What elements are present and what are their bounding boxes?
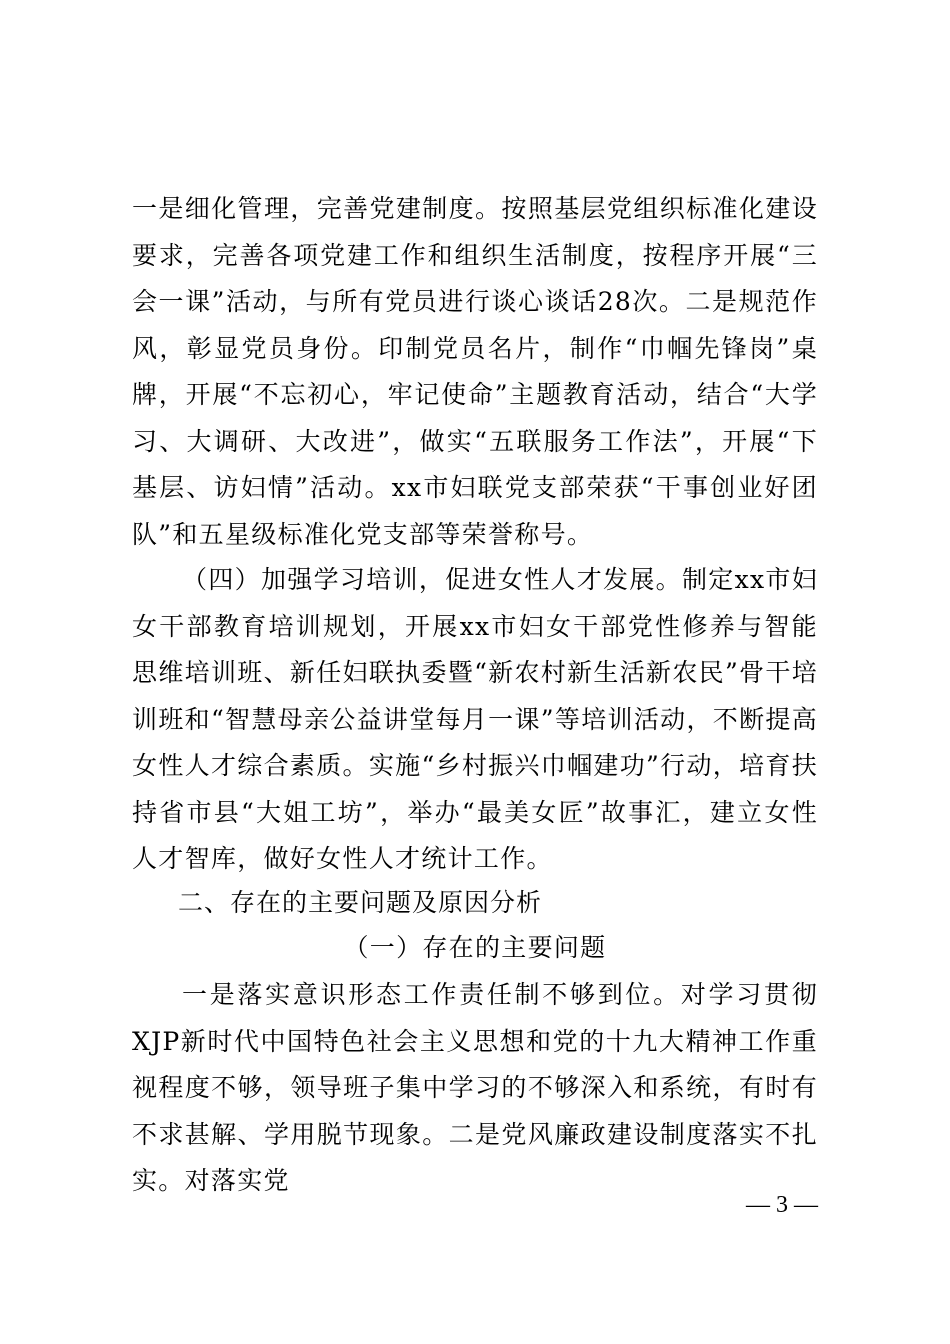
subsection-heading: （一）存在的主要问题 — [343, 933, 607, 962]
paragraph-main-problems: 一是落实意识形态工作责任制不够到位。对学习贯彻XJP新时代中国特色社会主义思想和党的十九大精神工作重视程度不够，领导班子集中学习的不够深入和系统，有时有不求甚解、学用脱节现象。二是党风廉政建设制度落实不扎实。对落实党 — [132, 980, 818, 1195]
section-heading: 二、存在的主要问题及原因分析 — [178, 888, 543, 917]
page-number: — 3 — — [746, 1192, 818, 1218]
paragraph-party-building: 一是细化管理，完善党建制度。按照基层党组织标准化建设要求，完善各项党建工作和组织生活制度，按程序开展“三会一课”活动，与所有党员进行谈心谈话28次。二是规范作风，彰显党员身份。印制党员名片，制作“巾帼先锋岗”桌牌，开展“不忘初心，牢记使命”主题教育活动，结合“大学习、大调研、大改进”，做实“五联服务工作法”，开展“下基层、访妇情”活动。xx市妇联党支部荣获“干事创业好团队”和五星级标准化党支部等荣誉称号。 — [132, 194, 818, 549]
paragraph-training: （四）加强学习培训，促进女性人才发展。制定xx市妇女干部教育培训规划，开展xx市妇女干部党性修养与智能思维培训班、新任妇联执委暨“新农村新生活新农民”骨干培训班和“智慧母亲公益讲堂每月一课”等培训活动，不断提高女性人才综合素质。实施“乡村振兴巾帼建功”行动，培育扶持省市县“大姐工坊”，举办“最美女匠”故事汇，建立女性人才智库，做好女性人才统计工作。 — [132, 565, 818, 873]
